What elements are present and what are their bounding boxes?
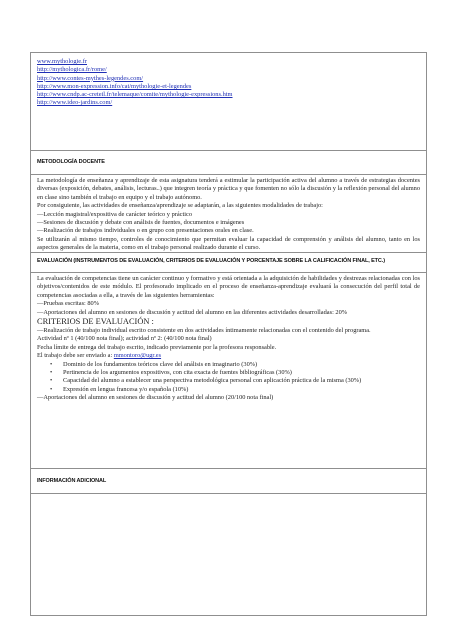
document-frame	[30, 52, 427, 616]
bullet-text: Dominio de los fundamentos teóricos clave del análisis en imaginario (30%)	[63, 360, 258, 368]
bullet-text: Capacidad del alumno a establecer una perspectiva metodológica personal con aplicación práctica de la misma (30%)	[63, 377, 362, 385]
bullet-text: Pertinencia de los argumentos expositivos, con cita exacta de fuentes bibliográficas (30%)	[63, 369, 292, 377]
criterios-line: Fecha límite de entrega del trabajo escrito, indicado previamente por la profesora responsable.	[37, 343, 277, 351]
email-prefix: El trabajo debe ser enviado a:	[37, 352, 113, 360]
criterios-line: —Realización de trabajo individual escrito consistente en dos actividades íntimamente relacionadas con el contenido del programa.	[37, 327, 371, 335]
metodologia-paragraph: La metodología de enseñanza y aprendizaje de esta asignatura tenderá a estimular la participación activa del alumno a través de estrategias docentes diversas (exposición, debates, análisis, lecturas..) que integren teoría y práctica y que fomenten no sólo la discusión y la reflexión personal del alumno en clase sino también el trabajo en equipo y el trabajo autónomo.	[37, 177, 420, 201]
email-link[interactable]: mmontoro@ugr.es	[113, 352, 162, 360]
criterio-bullet	[37, 377, 420, 385]
divider	[31, 174, 426, 175]
link-contes-mythes[interactable]: http://www.contes-mythes-legendes.com/	[37, 74, 144, 82]
evaluacion-body	[37, 275, 420, 403]
criterios-line	[37, 352, 420, 360]
criterios-final-line: —Aportaciones del alumno en sesiones de discusión y actitud del alumno (20/100 nota final)	[37, 394, 274, 402]
divider	[31, 150, 426, 151]
evaluacion-tool: —Aportaciones del alumno en sesiones de discusión y actitud del alumno en las diferentes actividades desarrolladas: 20%	[37, 308, 348, 316]
metodologia-heading: METODOLOGÍA DOCENTE	[37, 159, 105, 165]
links-list	[37, 58, 233, 108]
bullet-glyph: •	[50, 369, 53, 377]
divider	[31, 493, 426, 494]
metodologia-item: —Lección magistral/expositiva de carácter teórico y práctico	[37, 210, 192, 218]
bullet-glyph: •	[50, 377, 53, 385]
bullet-glyph: •	[50, 360, 53, 368]
informacion-heading: INFORMACIÓN ADICIONAL	[37, 478, 107, 484]
criterio-bullet	[37, 369, 420, 377]
metodologia-item: —Realización de trabajos individuales o en grupo con presentaciones orales en clase.	[37, 227, 254, 235]
divider	[31, 272, 426, 273]
evaluacion-tool: —Pruebas escritas: 80%	[37, 300, 100, 308]
metodologia-body	[37, 177, 420, 253]
bullet-text: Expresión en lengua francesa y/o española (10%)	[63, 385, 189, 393]
divider	[31, 468, 426, 469]
criterio-bullet	[37, 386, 420, 394]
criterio-bullet	[37, 361, 420, 369]
link-mythologica[interactable]: http://mythologica.fr/rome/	[37, 66, 107, 74]
divider	[31, 252, 426, 253]
metodologia-item: —Sesiones de discusión y debate con análisis de fuentes, documentos e imágenes	[37, 219, 245, 227]
bullet-glyph: •	[50, 385, 53, 393]
link-mythologie[interactable]: www.mythologie.fr	[37, 58, 87, 65]
link-ideo-jardins[interactable]: http://www.ideo-jardins.com/	[37, 99, 113, 107]
evaluacion-intro: La evaluación de competencias tiene un carácter continuo y formativo y está orientada a la adquisición de habilidades y destrezas relacionadas con los objetivos/contenidos de este módulo. El profesorado implicado en el proceso de enseñanza-aprendizaje evaluará la consecución del perfil total de competencias asociadas a ella, a través de las siguientes herramientas:	[37, 275, 420, 299]
link-mon-expression[interactable]: http://www.mon-expression.info/cat/mythologie-et-legendes	[37, 82, 192, 90]
criterios-line: Actividad nº 1 (40/100 nota final); actividad nº 2: (40/100 nota final)	[37, 335, 212, 343]
metodologia-paragraph: Por consiguiente, las actividades de enseñanza/aprendizaje se adaptarán, a las siguientes modalidades de trabajo:	[37, 202, 323, 210]
link-cndp-creteil[interactable]: http://www.cndp.ac-creteil.fr/telemaque/comite/mythologie-expressions.htm	[37, 91, 233, 99]
criterios-title: CRITERIOS DE EVALUACIÓN :	[37, 317, 154, 327]
evaluacion-heading: EVALUACIÓN (INSTRUMENTOS DE EVALUACIÓN, CRITERIOS DE EVALUACIÓN Y PORCENTAJE SOBRE LA CALIFICACIÓN FINAL, ETC.)	[37, 258, 385, 264]
metodologia-paragraph: Se utilizarán al mismo tiempo, controles de conocimiento que permitan evaluar la capacidad de comprensión y análisis del alumno, tanto en los aspectos generales de la materia, como en el trabajo personal realizado durante el curso.	[37, 235, 420, 252]
